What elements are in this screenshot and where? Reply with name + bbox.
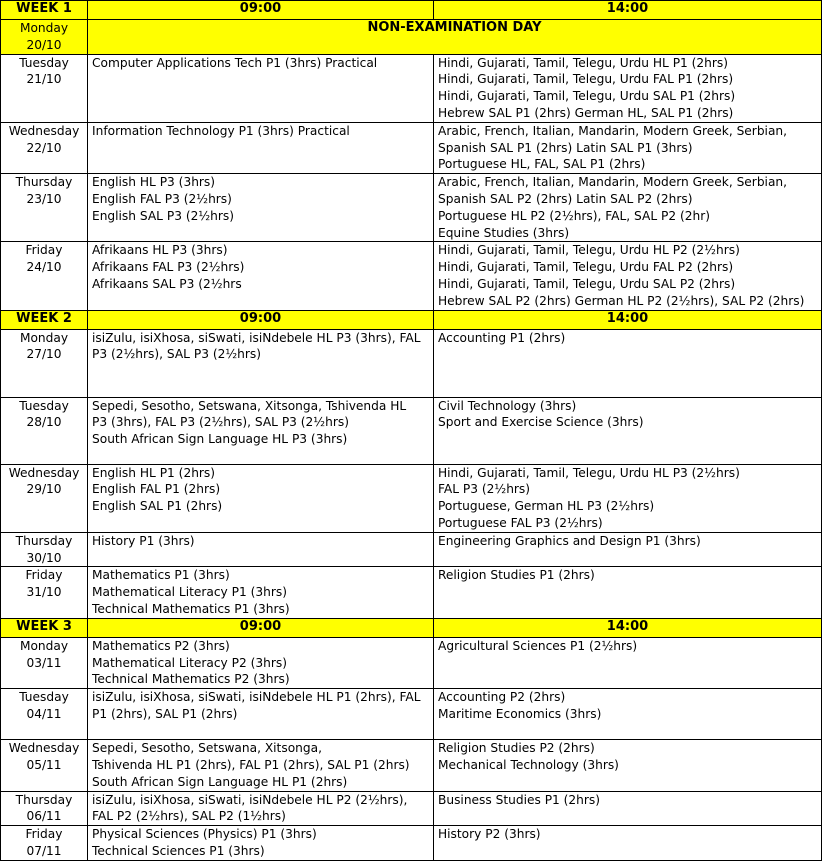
exam-entry: isiZulu, isiXhosa, siSwati, isiNdebele HL P2 (2½hrs), [92,792,408,807]
day-name: Friday [25,827,63,842]
session-time-morning: 09:00 [88,1,434,20]
day-name: Thursday [15,792,73,807]
exam-entry: Spanish SAL P1 (2hrs) Latin SAL P1 (3hrs) [438,140,693,155]
session-time-afternoon: 14:00 [434,1,822,20]
exam-entry: Arabic, French, Italian, Mandarin, Modern Greek, Serbian, [438,123,788,138]
exam-entry: Mathematics P1 (3hrs) [92,568,230,583]
exam-entry: Hindi, Gujarati, Tamil, Telegu, Urdu SAL P1 (2hrs) [438,89,736,104]
day-date: 23/10 [26,191,62,206]
table-row [1,397,822,464]
morning-session-cell [88,329,434,397]
day-cell [1,637,88,688]
exam-entry: Mathematical Literacy P2 (3hrs) [92,655,287,670]
exam-entry: History P1 (3hrs) [92,533,195,548]
exam-entry: Mechanical Technology (3hrs) [438,757,619,772]
day-date: 28/10 [26,415,62,430]
day-cell [1,826,88,861]
week-header-row [1,618,822,637]
table-row [1,567,822,618]
day-date: 05/11 [26,757,62,772]
afternoon-session-cell [434,54,822,122]
exam-entry: Sport and Exercise Science (3hrs) [438,415,644,430]
exam-entry: Hindi, Gujarati, Tamil, Telegu, Urdu FAL P1 (2hrs) [438,72,734,87]
morning-session-cell [88,532,434,567]
day-name: Monday [19,21,69,35]
day-name: Friday [25,243,63,258]
week-label: WEEK 2 [1,310,88,329]
exam-entry: Technical Mathematics P1 (3hrs) [92,601,290,616]
table-row [1,174,822,242]
exam-entry: Arabic, French, Italian, Mandarin, Modern Greek, Serbian, [438,175,788,190]
table-row [1,791,822,826]
exam-entry: History P2 (3hrs) [438,827,541,842]
exam-entry: Hebrew SAL P1 (2hrs) German HL, SAL P1 (2hrs) [438,105,734,120]
exam-entry: Hindi, Gujarati, Tamil, Telegu, Urdu HL P1 (2hrs) [438,55,729,70]
exam-entry: Portuguese, German HL P3 (2½hrs) [438,499,655,514]
morning-session-cell [88,689,434,740]
exam-entry: Accounting P2 (2hrs) [438,690,566,705]
afternoon-session-cell [434,567,822,618]
exam-entry: Information Technology P1 (3hrs) Practical [92,123,350,138]
exam-entry: Afrikaans HL P3 (3hrs) [92,243,228,258]
day-name: Wednesday [8,741,80,756]
day-name: Wednesday [8,465,80,480]
exam-entry: English SAL P1 (2hrs) [92,499,223,514]
morning-session-cell [88,826,434,861]
exam-entry: Tshivenda HL P1 (2hrs), FAL P1 (2hrs), SAL P1 (2hrs) [92,757,410,772]
afternoon-session-cell [434,122,822,173]
afternoon-session-cell [434,826,822,861]
table-row [1,637,822,688]
afternoon-session-cell [434,637,822,688]
exam-entry: Hindi, Gujarati, Tamil, Telegu, Urdu SAL P2 (2hrs) [438,276,736,291]
afternoon-session-cell [434,740,822,791]
week-header-row [1,1,822,20]
exam-entry: Spanish SAL P2 (2hrs) Latin SAL P2 (2hrs) [438,191,693,206]
exam-entry: isiZulu, isiXhosa, siSwati, isiNdebele HL P3 (3hrs), FAL [92,330,421,345]
exam-entry: Business Studies P1 (2hrs) [438,792,601,807]
exam-entry: P3 (2½hrs), SAL P3 (2½hrs) [92,347,261,362]
exam-entry: Hebrew SAL P2 (2hrs) German HL P2 (2½hrs), SAL P2 (2hrs) [438,293,805,308]
exam-entry: South African Sign Language HL P3 (3hrs) [92,432,348,447]
day-date: 21/10 [26,72,62,87]
day-date: 31/10 [26,585,62,600]
exam-entry: Portuguese FAL P3 (2½hrs) [438,515,603,530]
exam-entry: South African Sign Language HL P1 (2hrs) [92,774,348,789]
afternoon-session-cell [434,791,822,826]
morning-session-cell [88,54,434,122]
exam-entry: Portuguese HL P2 (2½hrs), FAL, SAL P2 (2hr) [438,208,710,223]
exam-entry: FAL P2 (2½hrs), SAL P2 (1½hrs) [92,809,286,824]
exam-entry: Afrikaans FAL P3 (2½hrs) [92,260,245,275]
day-cell [1,532,88,567]
exam-entry: Civil Technology (3hrs) [438,398,577,413]
exam-entry: Engineering Graphics and Design P1 (3hrs) [438,533,701,548]
day-name: Thursday [15,533,73,548]
session-time-afternoon: 14:00 [434,618,822,637]
exam-entry: English SAL P3 (2½hrs) [92,208,234,223]
exam-entry: Sepedi, Sesotho, Setswana, Xitsonga, [92,741,322,756]
exam-entry: Technical Mathematics P2 (3hrs) [92,672,290,687]
day-cell [1,397,88,464]
afternoon-session-cell [434,532,822,567]
day-date: 27/10 [26,347,62,362]
day-cell [1,791,88,826]
exam-entry: Agricultural Sciences P1 (2½hrs) [438,638,638,653]
day-name: Monday [19,330,69,345]
day-cell [1,20,88,55]
exam-entry: Equine Studies (3hrs) [438,225,570,240]
day-cell [1,122,88,173]
exam-entry: English HL P1 (2hrs) [92,465,216,480]
morning-session-cell [88,397,434,464]
session-time-morning: 09:00 [88,310,434,329]
morning-session-cell [88,637,434,688]
day-date: 22/10 [26,140,62,155]
day-cell [1,464,88,532]
table-row [1,242,822,310]
week-header-row [1,310,822,329]
exam-entry: Maritime Economics (3hrs) [438,706,602,721]
table-row [1,532,822,567]
day-name: Wednesday [8,123,80,138]
table-row [1,329,822,397]
morning-session-cell [88,174,434,242]
day-cell [1,54,88,122]
exam-entry: isiZulu, isiXhosa, siSwati, isiNdebele HL P1 (2hrs), FAL [92,690,421,705]
day-name: Tuesday [19,55,69,70]
day-cell [1,567,88,618]
exam-entry: English FAL P1 (2hrs) [92,482,221,497]
exam-entry: Sepedi, Sesotho, Setswana, Xitsonga, Tshivenda HL [92,398,407,413]
exam-entry: Technical Sciences P1 (3hrs) [92,843,265,858]
day-name: Tuesday [19,690,69,705]
day-date: 30/10 [26,550,62,565]
exam-entry: P1 (2hrs), SAL P1 (2hrs) [92,706,238,721]
afternoon-session-cell [434,689,822,740]
afternoon-session-cell [434,397,822,464]
day-cell [1,329,88,397]
week-label: WEEK 1 [1,1,88,20]
day-cell [1,689,88,740]
exam-entry: FAL P3 (2½hrs) [438,482,531,497]
day-date: 04/11 [26,706,62,721]
session-time-morning: 09:00 [88,618,434,637]
exam-entry: English HL P3 (3hrs) [92,175,216,190]
afternoon-session-cell [434,174,822,242]
exam-entry: Hindi, Gujarati, Tamil, Telegu, Urdu FAL P2 (2hrs) [438,260,734,275]
day-date: 29/10 [26,482,62,497]
afternoon-session-cell [434,464,822,532]
day-date: 07/11 [26,843,62,858]
exam-entry: Hindi, Gujarati, Tamil, Telegu, Urdu HL P3 (2½hrs) [438,465,740,480]
exam-entry: English FAL P3 (2½hrs) [92,191,232,206]
exam-entry: Physical Sciences (Physics) P1 (3hrs) [92,827,317,842]
table-row [1,826,822,861]
exam-entry: Accounting P1 (2hrs) [438,330,566,345]
afternoon-session-cell [434,329,822,397]
day-name: Tuesday [19,398,69,413]
table-row [1,740,822,791]
exam-entry: Religion Studies P1 (2hrs) [438,568,595,583]
exam-entry: Portuguese HL, FAL, SAL P1 (2hrs) [438,157,646,172]
day-cell [1,740,88,791]
exam-entry: Mathematical Literacy P1 (3hrs) [92,585,287,600]
day-date: 20/10 [26,37,62,52]
morning-session-cell [88,740,434,791]
exam-entry: Hindi, Gujarati, Tamil, Telegu, Urdu HL P2 (2½hrs) [438,243,740,258]
exam-entry: Religion Studies P2 (2hrs) [438,741,595,756]
table-row [1,20,822,55]
morning-session-cell [88,242,434,310]
day-cell [1,174,88,242]
exam-entry: P3 (3hrs), FAL P3 (2½hrs), SAL P3 (2½hrs) [92,415,349,430]
day-cell [1,242,88,310]
non-examination-day-banner: NON-EXAMINATION DAY [88,20,822,55]
day-date: 06/11 [26,809,62,824]
exam-entry: Afrikaans SAL P3 (2½hrs [92,276,242,291]
morning-session-cell [88,122,434,173]
week-label: WEEK 3 [1,618,88,637]
table-row [1,122,822,173]
day-name: Monday [19,638,69,653]
table-row [1,464,822,532]
afternoon-session-cell [434,242,822,310]
table-row [1,689,822,740]
exam-entry: Mathematics P2 (3hrs) [92,638,230,653]
day-name: Friday [25,568,63,583]
table-row [1,54,822,122]
day-name: Thursday [15,175,73,190]
morning-session-cell [88,791,434,826]
morning-session-cell [88,464,434,532]
exam-entry: Computer Applications Tech P1 (3hrs) Practical [92,55,378,70]
morning-session-cell [88,567,434,618]
day-date: 24/10 [26,260,62,275]
day-date: 03/11 [26,655,62,670]
session-time-afternoon: 14:00 [434,310,822,329]
